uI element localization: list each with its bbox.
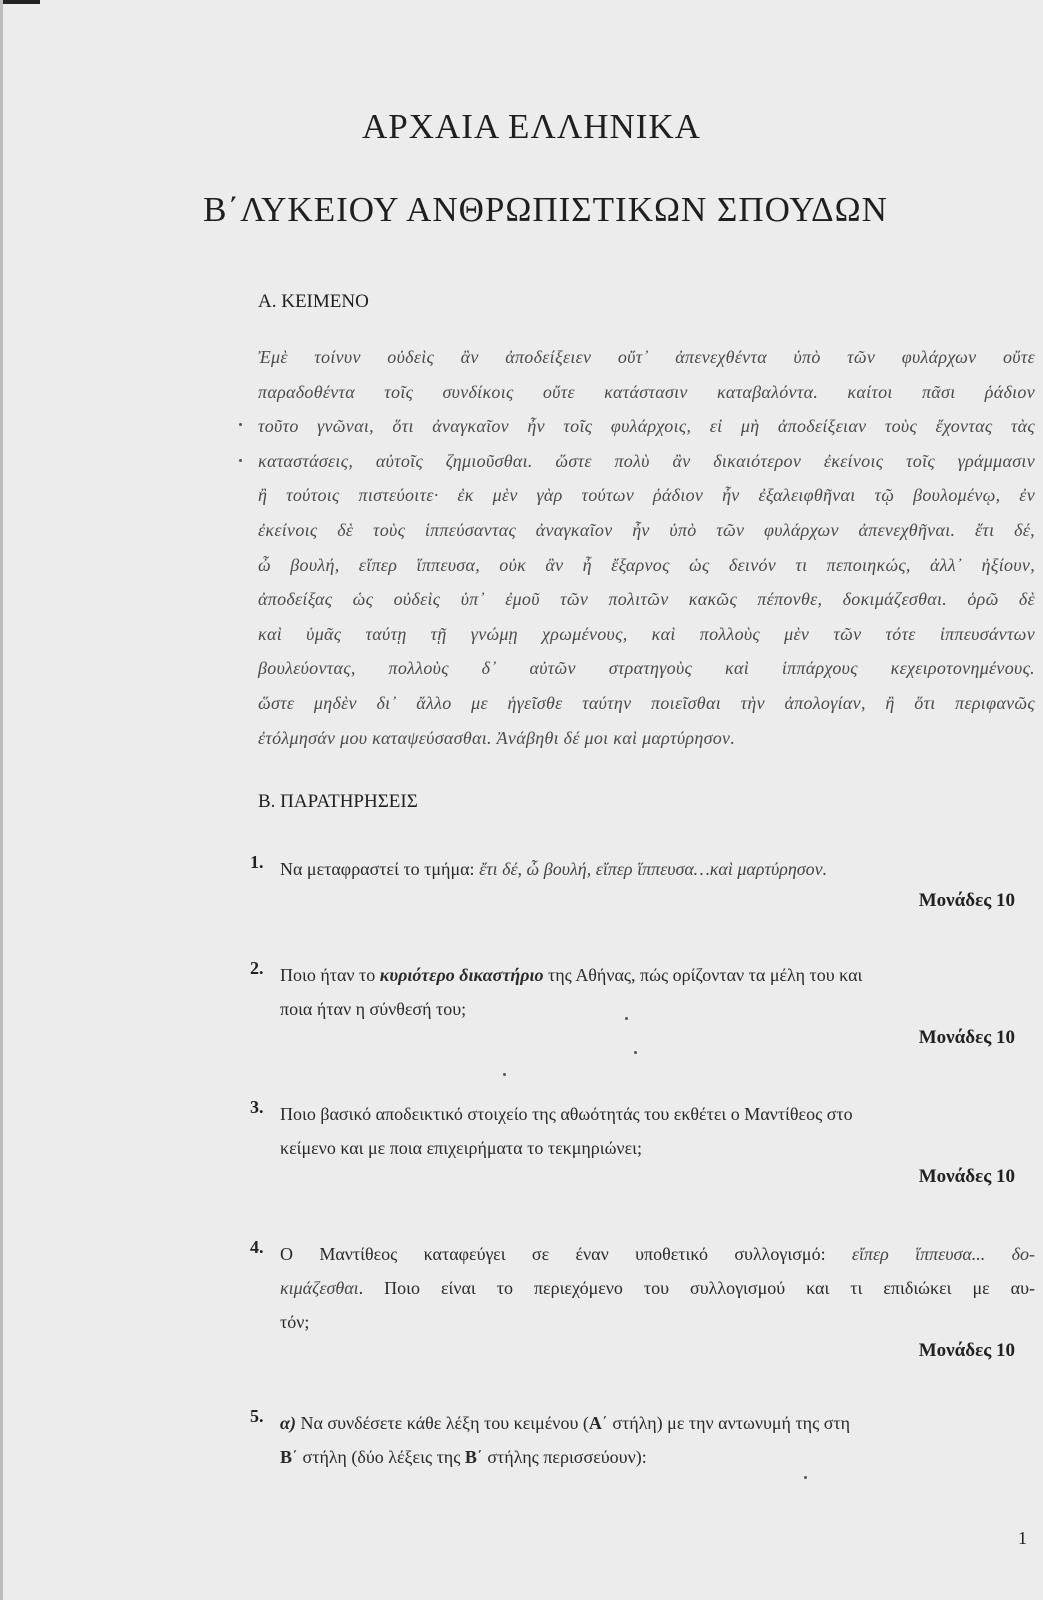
question-number: 1.	[250, 852, 264, 872]
question-text	[280, 1237, 1035, 1339]
question-number: 3.	[250, 1097, 264, 1117]
question-prompt: Να μεταφραστεί το τμήμα:	[280, 859, 480, 879]
page-number: 1	[1018, 1528, 1027, 1548]
question-text-line: τόν;	[280, 1312, 310, 1332]
passage-line: ὥστε μηδὲν δι᾽ ἄλλο με ἡγεῖσθε ταύτην ποιεῖσθαι τὴν ἀπολογίαν, ἢ ὅτι περιφανῶς	[258, 692, 1035, 713]
question-text-part: της Αθήνας, πώς ορίζονταν τα μέλη του και	[543, 965, 863, 985]
page-title: ΑΡΧΑΙΑ ΕΛΛΗΝΙΚΑ	[362, 107, 701, 146]
question-text-line: ποια ήταν η σύνθεσή του;	[280, 999, 467, 1019]
question-text-part: ΄ στήλη (δύο λέξεις της	[292, 1447, 465, 1467]
question-text-line: Ποιο βασικό αποδεικτικό στοιχείο της αθωότητάς του εκθέτει ο Μαντίθεος στο	[280, 1104, 853, 1124]
page-subtitle: Β΄ΛΥΚΕΙΟΥ ΑΝΘΡΩΠΙΣΤΙΚΩΝ ΣΠΟΥΔΩΝ	[203, 190, 888, 229]
passage-line: παραδοθέντα τοῖς συνδίκοις οὔτε κατάστασιν καταβαλόντα. καίτοι πᾶσι ῥάδιον	[258, 381, 1035, 402]
subquestion-label: α)	[280, 1413, 296, 1433]
question-4	[250, 1237, 1035, 1372]
section-b-heading: Β. ΠΑΡΑΤΗΡΗΣΕΙΣ	[258, 791, 418, 812]
marks-label: Μονάδες 10	[918, 1340, 1015, 1361]
quoted-excerpt: κιμάζεσθαι	[280, 1278, 359, 1298]
ancient-greek-passage	[258, 340, 1035, 755]
scan-edge-mark	[0, 0, 40, 4]
scan-speck	[503, 1073, 506, 1076]
section-a-heading: Α. ΚΕΙΜΕΝΟ	[258, 291, 369, 312]
question-text	[280, 1097, 1035, 1165]
passage-line: Ἐμὲ τοίνυν οὐδεὶς ἂν ἀποδείξειεν οὔτ᾽ ἀπενεχθέντα ὑπὸ τῶν φυλάρχων οὔτε	[258, 347, 1035, 367]
passage-line: ἢ τούτοις πιστεύοιτε· ἐκ μὲν γὰρ τούτων ῥάδιον ἦν ἐξαλειφθῆναι τῷ βουλομένῳ, ἐν	[258, 485, 1035, 506]
passage-line: ὦ βουλή, εἴπερ ἵππευσα, οὐκ ἂν ἦ ἔξαρνος ὡς δεινόν τι πεποιηκώς, ἀλλ᾽ ἠξίουν,	[258, 554, 1035, 575]
scan-speck	[804, 1476, 807, 1479]
scan-speck	[239, 423, 242, 426]
question-number: 2.	[250, 958, 264, 978]
marks-label: Μονάδες 10	[918, 890, 1015, 911]
passage-line: ἐκείνοις δὲ τοὺς ἱππεύσαντας ἀναγκαῖον ἦν ὑπὸ τῶν φυλάρχων ἀπενεχθῆναι. ἔτι δέ,	[258, 519, 1035, 540]
question-2	[250, 958, 1035, 1058]
question-1	[250, 852, 1035, 922]
question-number: 5.	[250, 1406, 264, 1426]
passage-line: τοῦτο γνῶναι, ὅτι ἀναγκαῖον ἦν τοῖς φυλάρχοις, εἰ μὴ ἀποδείξειαν τοὺς ἔχοντας τὰς	[258, 416, 1035, 437]
passage-line: βουλεύοντας, πολλοὺς δ᾽ αὐτῶν στρατηγοὺς καὶ ἱππάρχους κεχειροτονημένους.	[258, 658, 1035, 679]
question-text	[280, 1406, 1035, 1474]
question-text-part: ΄ στήλης περισσεύουν):	[476, 1447, 647, 1467]
passage-line: καὶ ὑμᾶς ταύτῃ τῇ γνώμῃ χρωμένους, καὶ πολλοὺς μὲν τῶν τότε ἱππευσάντων	[258, 623, 1035, 644]
passage-line: καταστάσεις, αὐτοῖς ζημιοῦσθαι. ὥστε πολὺ ἂν δικαιότερον ἐκείνοις τοῖς γράμμασιν	[258, 450, 1035, 471]
question-number: 4.	[250, 1237, 264, 1257]
passage-line: ἐτόλμησάν μου καταψεύσασθαι. Ἀνάβηθι δέ μοι καὶ μαρτύρησον.	[258, 727, 736, 748]
question-text-part: Ο Μαντίθεος καταφεύγει σε έναν υποθετικό συλλογισμό:	[280, 1244, 852, 1264]
question-text-part: . Ποιο είναι το περιεχόμενο του συλλογισμού και τι επιδιώκει με αυ-	[358, 1278, 1035, 1298]
scan-edge-shadow	[0, 0, 3, 1600]
question-5	[250, 1406, 1035, 1486]
quoted-excerpt: ἔτι δέ, ὦ βουλή, εἴπερ ἵππευσα…καὶ μαρτύρησον.	[479, 859, 828, 879]
scan-speck	[625, 1017, 628, 1020]
marks-label: Μονάδες 10	[918, 1166, 1015, 1187]
scan-speck	[634, 1051, 637, 1054]
marks-label: Μονάδες 10	[918, 1027, 1015, 1048]
scan-speck	[239, 459, 242, 462]
column-label: Β	[464, 1447, 477, 1467]
question-3	[250, 1097, 1035, 1197]
quoted-excerpt: εἴπερ ἵππευσα... δο-	[851, 1244, 1035, 1264]
question-text	[280, 958, 1035, 1026]
question-text-part: Να συνδέσετε κάθε λέξη του κειμένου (	[295, 1413, 589, 1433]
question-text	[280, 852, 1035, 886]
question-text-part: Ποιο ήταν το	[280, 965, 380, 985]
column-label: Β	[280, 1447, 293, 1467]
question-text-part: ΄ στήλη) με την αντωνυμή της στη	[601, 1413, 851, 1433]
question-text-line: κείμενο και με ποια επιχειρήματα το τεκμηριώνει;	[280, 1138, 642, 1158]
column-label: Α	[588, 1413, 602, 1433]
emphasized-term: κυριότερο δικαστήριο	[379, 965, 544, 985]
passage-line: ἀποδείξας ὡς οὐδεὶς ὑπ᾽ ἐμοῦ τῶν πολιτῶν κακῶς πέπονθε, δοκιμάζεσθαι. ὁρῶ δὲ	[258, 589, 1035, 610]
